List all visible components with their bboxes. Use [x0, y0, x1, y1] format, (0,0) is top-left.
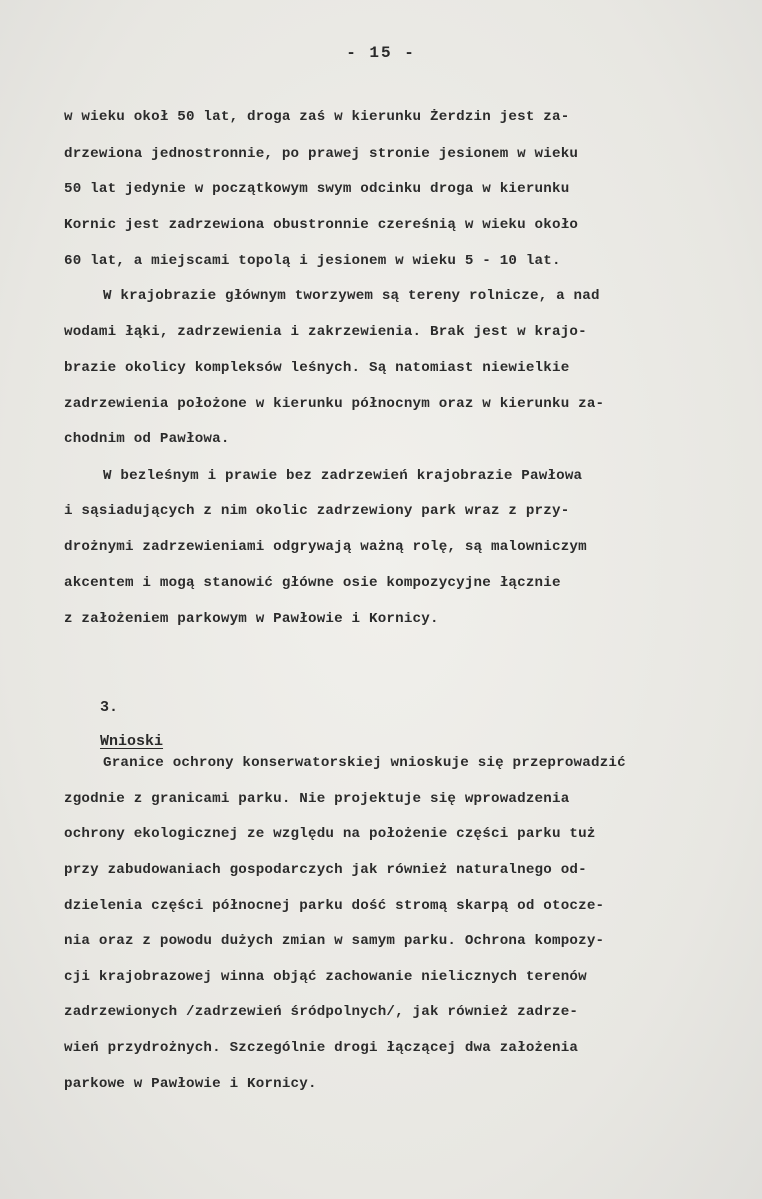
text-line: zadrzewienia położone w kierunku północnym oraz w kierunku za-	[64, 396, 605, 412]
text-line: ochrony ekologicznej ze względu na położenie części parku tuż	[64, 826, 596, 842]
text-line: zadrzewionych /zadrzewień śródpolnych/, jak również zadrze-	[64, 1004, 579, 1020]
text-line: parkowe w Pawłowie i Kornicy.	[64, 1076, 317, 1092]
text-line: z założeniem parkowym w Pawłowie i Kornicy.	[64, 611, 439, 627]
text-line: przy zabudowaniach gospodarczych jak również naturalnego od-	[64, 862, 587, 878]
text-line: brazie okolicy kompleksów leśnych. Są natomiast niewielkie	[64, 360, 570, 376]
text-line: 50 lat jedynie w początkowym swym odcinku droga w kierunku	[64, 181, 570, 197]
text-line: cji krajobrazowej winna objąć zachowanie nielicznych terenów	[64, 969, 587, 985]
text-line: W bezleśnym i prawie bez zadrzewień krajobrazie Pawłowa	[103, 468, 583, 484]
text-line: zgodnie z granicami parku. Nie projektuje się wprowadzenia	[64, 791, 570, 807]
text-line: drzewiona jednostronnie, po prawej stronie jesionem w wieku	[64, 146, 579, 162]
text-line: wodami łąki, zadrzewienia i zakrzewienia. Brak jest w krajo-	[64, 324, 587, 340]
text-line: W krajobrazie głównym tworzywem są tereny rolnicze, a nad	[103, 288, 600, 304]
section-title: Wnioski	[100, 733, 164, 750]
text-line: wień przydrożnych. Szczególnie drogi łączącej dwa założenia	[64, 1040, 579, 1056]
section-number: 3.	[100, 699, 119, 716]
text-line: drożnymi zadrzewieniami odgrywają ważną rolę, są malowniczym	[64, 539, 587, 555]
text-line: i sąsiadujących z nim okolic zadrzewiony park wraz z przy-	[64, 503, 570, 519]
text-line: chodnim od Pawłowa.	[64, 431, 230, 447]
text-line: 60 lat, a miejscami topolą i jesionem w wieku 5 - 10 lat.	[64, 253, 561, 269]
text-line: nia oraz z powodu dużych zmian w samym parku. Ochrona kompozy-	[64, 933, 605, 949]
text-line: w wieku okoł 50 lat, droga zaś w kierunku Żerdzin jest za-	[64, 109, 570, 125]
text-line: Granice ochrony konserwatorskiej wnioskuje się przeprowadzić	[103, 755, 626, 771]
text-line: Kornic jest zadrzewiona obustronnie czereśnią w wieku około	[64, 217, 579, 233]
text-line: dzielenia części północnej parku dość stromą skarpą od otocze-	[64, 898, 605, 914]
page-number: - 15 -	[346, 44, 416, 62]
text-line: akcentem i mogą stanowić główne osie kompozycyjne łącznie	[64, 575, 561, 591]
